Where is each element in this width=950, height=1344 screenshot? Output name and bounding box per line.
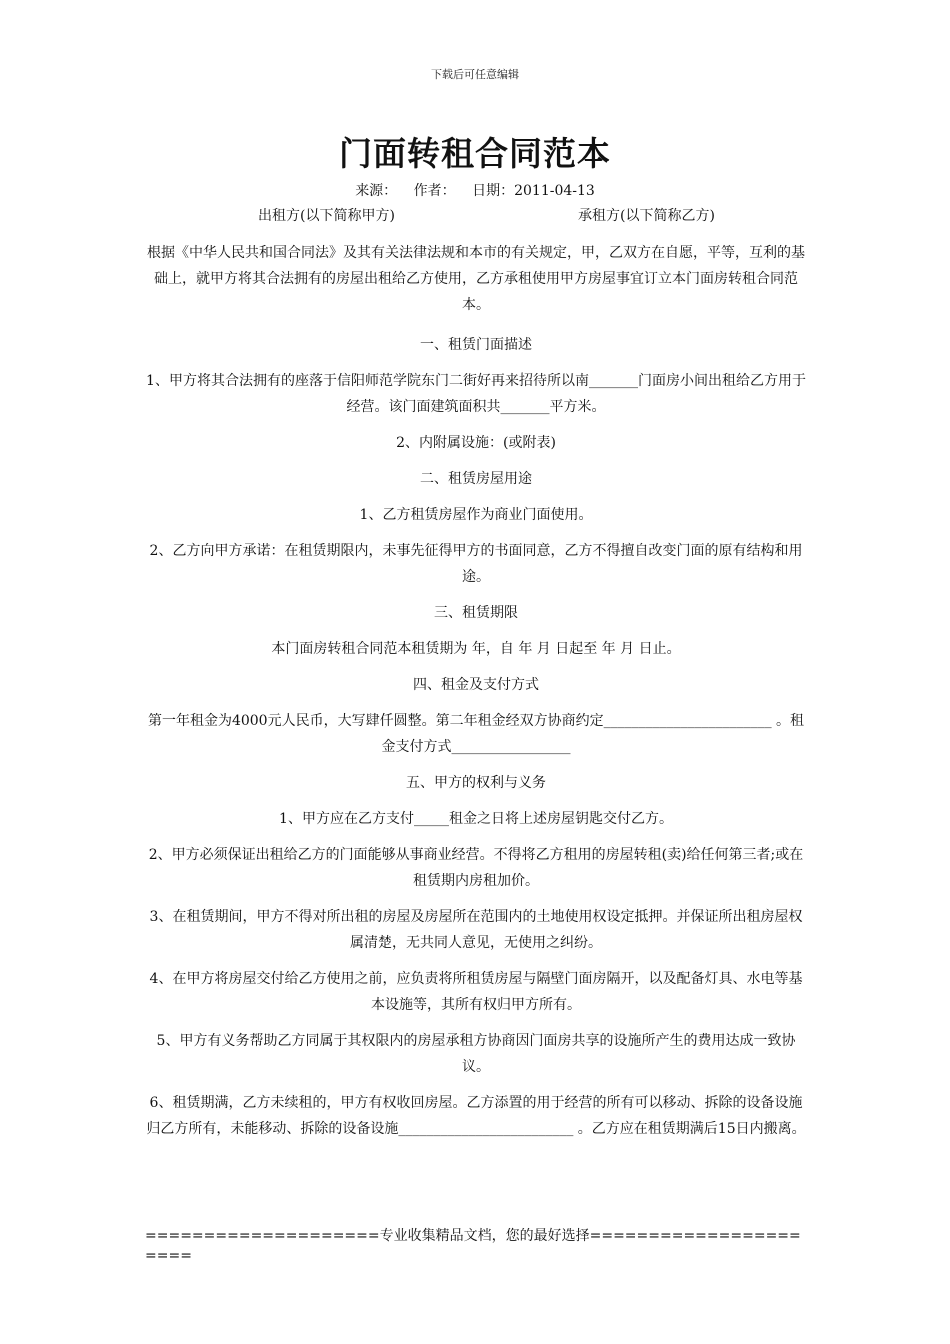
meta-source: 来源： [355,183,398,199]
document-title: 门面转租合同范本 [339,134,611,173]
clause-3-1: 本门面房转租合同范本租赁期为 年，自 年 月 日起至 年 月 日止。 [271,641,681,657]
meta-author: 作者： [413,183,456,199]
intro-paragraph: 根据《中华人民共和国合同法》及其有关法律法规和本市的有关规定，甲，乙双方在自愿，平等，互利的基础上，就甲方将其合法拥有的房屋出租给乙方使用，乙方承租使用甲方房屋事宜订立本门面房转租合同范本。 [147,245,805,313]
section-heading-2: 二、租赁房屋用途 [420,471,532,487]
party-lessor: 出租方(以下简称甲方) [258,208,395,224]
clause-5-6: 6、租赁期满，乙方未续租的，甲方有权收回房屋。乙方添置的用于经营的所有可以移动、拆除的设备设施归乙方所有，未能移动、拆除的设备设施_________________________ 。乙方应在租赁期满后15日内搬离。 [146,1095,806,1137]
header-note: 下载后可任意编辑 [431,68,519,81]
clause-2-2: 2、乙方向甲方承诺：在租赁期限内，未事先征得甲方的书面同意，乙方不得擅自改变门面的原有结构和用途。 [149,543,803,585]
document-meta [0,180,950,200]
section-heading-1: 一、租赁门面描述 [420,337,532,353]
party-lessee: 承租方(以下简称乙方) [578,208,715,224]
meta-date: 日期：2011-04-13 [472,183,595,199]
clause-2-1: 1、乙方租赁房屋作为商业门面使用。 [359,507,593,523]
footer-banner: ====================专业收集精品文档，您的最好选择====================== [145,1228,801,1264]
clause-5-3: 3、在租赁期间，甲方不得对所出租的房屋及房屋所在范围内的土地使用权设定抵押。并保证所出租房屋权属清楚，无共同人意见，无使用之纠纷。 [149,909,803,951]
clause-5-5: 5、甲方有义务帮助乙方同属于其权限内的房屋承租方协商因门面房共享的设施所产生的费用达成一致协议。 [156,1033,796,1075]
clause-5-4: 4、在甲方将房屋交付给乙方使用之前，应负责将所租赁房屋与隔壁门面房隔开，以及配备灯具、水电等基本设施等，其所有权归甲方所有。 [149,971,803,1013]
clause-1-2: 2、内附属设施：(或附表) [396,435,556,451]
clause-5-1: 1、甲方应在乙方支付_____租金之日将上述房屋钥匙交付乙方。 [279,811,673,827]
section-heading-3: 三、租赁期限 [434,605,518,621]
section-heading-5: 五、甲方的权利与义务 [406,775,546,791]
section-heading-4: 四、租金及支付方式 [413,677,539,693]
contract-body [145,240,807,1152]
clause-4-1: 第一年租金为4000元人民币，大写肆仟圆整。第二年租金经双方协商约定________________________ 。租金支付方式_________________ [147,713,805,755]
clause-1-1: 1、甲方将其合法拥有的座落于信阳师范学院东门二街好再来招待所以南_______门面房小间出租给乙方用于经营。该门面建筑面积共_______平方米。 [146,373,806,415]
clause-5-2: 2、甲方必须保证出租给乙方的门面能够从事商业经营。不得将乙方租用的房屋转租(卖)给任何第三者;或在租赁期内房租加价。 [148,847,804,889]
